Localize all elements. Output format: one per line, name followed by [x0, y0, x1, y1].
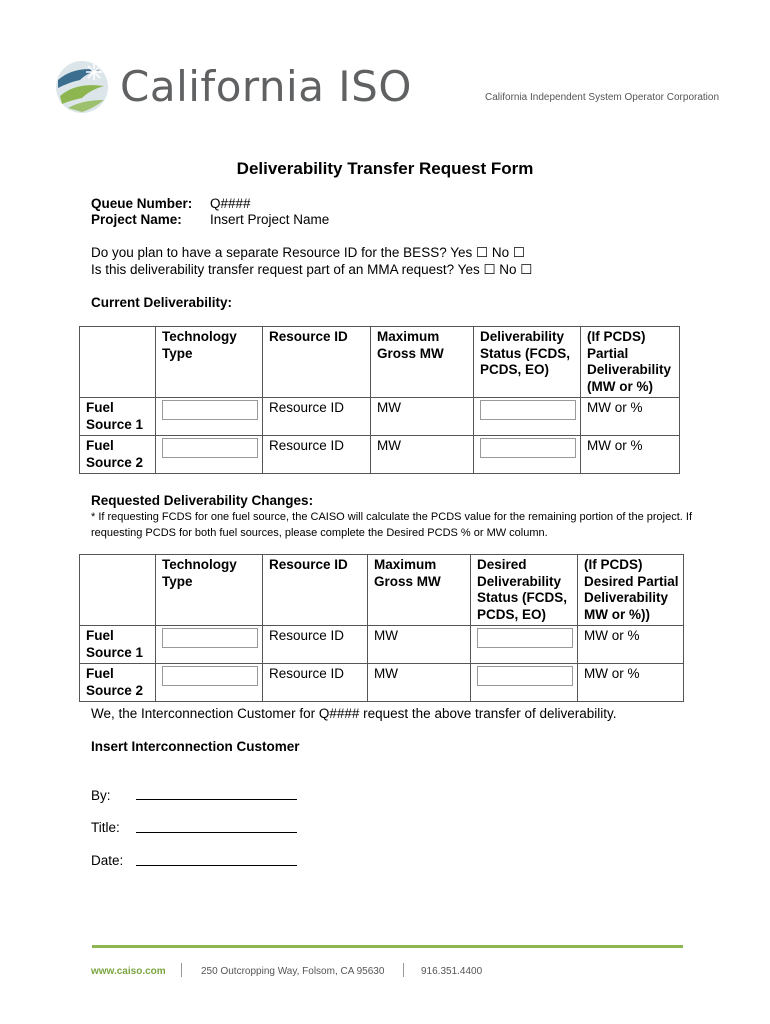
desired-status-field[interactable] — [471, 626, 578, 664]
column-header: Technology Type — [156, 327, 263, 398]
max-gross-mw-field[interactable]: MW — [371, 398, 474, 436]
mma-question[interactable]: Is this deliverability transfer request part of an MMA request? Yes ☐ No ☐ — [91, 262, 533, 277]
date-signature-line[interactable] — [136, 865, 297, 866]
row-label: Fuel Source 1 — [80, 398, 156, 436]
date-label: Date: — [91, 853, 124, 868]
title-signature-line[interactable] — [136, 832, 297, 833]
project-name-value[interactable]: Insert Project Name — [210, 212, 330, 227]
title-label: Title: — [91, 820, 120, 835]
form-title: Deliverability Transfer Request Form — [236, 159, 534, 178]
footer-phone: 916.351.4400 — [421, 966, 483, 977]
technology-type-field[interactable] — [156, 664, 263, 702]
row-label: Fuel Source 1 — [80, 626, 156, 664]
column-header: Deliverability Status (FCDS, PCDS, EO) — [474, 327, 581, 398]
by-label: By: — [91, 788, 111, 803]
row-label: Fuel Source 2 — [80, 436, 156, 474]
resource-id-field[interactable]: Resource ID — [263, 664, 368, 702]
technology-type-field[interactable] — [156, 398, 263, 436]
organization-name: California Independent System Operator Corporation — [485, 92, 720, 103]
column-header: (If PCDS) Desired Partial Deliverability MW or %)) — [578, 555, 684, 626]
column-header: (If PCDS) Partial Deliverability (MW or %) — [581, 327, 680, 398]
column-header: Technology Type — [156, 555, 263, 626]
current-deliverability-table — [79, 326, 680, 474]
column-header: Maximum Gross MW — [371, 327, 474, 398]
column-header: Resource ID — [263, 555, 368, 626]
current-deliverability-heading: Current Deliverability: — [91, 295, 233, 310]
table-row — [80, 664, 684, 702]
customer-name[interactable]: Insert Interconnection Customer — [91, 739, 300, 754]
status-field[interactable] — [474, 398, 581, 436]
brand-name: California ISO — [120, 62, 412, 111]
by-signature-line[interactable] — [136, 799, 297, 800]
max-gross-mw-field[interactable]: MW — [368, 626, 471, 664]
technology-type-field[interactable] — [156, 436, 263, 474]
table-header-row — [80, 555, 684, 626]
resource-id-field[interactable]: Resource ID — [263, 436, 371, 474]
resource-id-field[interactable]: Resource ID — [263, 626, 368, 664]
column-header: Maximum Gross MW — [368, 555, 471, 626]
table-row — [80, 398, 680, 436]
technology-type-field[interactable] — [156, 626, 263, 664]
footer-divider — [92, 945, 683, 948]
footer-separator — [403, 963, 404, 977]
table-row — [80, 436, 680, 474]
queue-number-value[interactable]: Q#### — [210, 196, 251, 211]
table-row — [80, 626, 684, 664]
bess-question[interactable]: Do you plan to have a separate Resource ID for the BESS? Yes ☐ No ☐ — [91, 245, 525, 260]
column-header: Desired Deliverability Status (FCDS, PCDS, EO) — [471, 555, 578, 626]
queue-number-label: Queue Number: — [91, 196, 193, 211]
empty-header-cell — [80, 555, 156, 626]
column-header: Resource ID — [263, 327, 371, 398]
requested-deliverability-table — [79, 554, 684, 702]
max-gross-mw-field[interactable]: MW — [368, 664, 471, 702]
requested-changes-note: * If requesting FCDS for one fuel source, the CAISO will calculate the PCDS value for the remaining portion of the project. If requesting PCDS for both fuel sources, please complete the Desired PCDS % or MW column. — [91, 511, 693, 539]
desired-partial-field[interactable]: MW or % — [578, 626, 684, 664]
footer-separator — [181, 963, 182, 977]
project-name-label: Project Name: — [91, 212, 182, 227]
desired-status-field[interactable] — [471, 664, 578, 702]
partial-deliverability-field[interactable]: MW or % — [581, 436, 680, 474]
footer-address: 250 Outcropping Way, Folsom, CA 95630 — [201, 966, 385, 977]
status-field[interactable] — [474, 436, 581, 474]
table-header-row — [80, 327, 680, 398]
requested-changes-heading: Requested Deliverability Changes: — [91, 493, 314, 508]
partial-deliverability-field[interactable]: MW or % — [581, 398, 680, 436]
desired-partial-field[interactable]: MW or % — [578, 664, 684, 702]
max-gross-mw-field[interactable]: MW — [371, 436, 474, 474]
empty-header-cell — [80, 327, 156, 398]
row-label: Fuel Source 2 — [80, 664, 156, 702]
resource-id-field[interactable]: Resource ID — [263, 398, 371, 436]
footer-website-link[interactable]: www.caiso.com — [91, 966, 166, 977]
caiso-logo-icon — [54, 58, 110, 116]
transfer-statement: We, the Interconnection Customer for Q#### request the above transfer of deliverability. — [91, 706, 617, 721]
